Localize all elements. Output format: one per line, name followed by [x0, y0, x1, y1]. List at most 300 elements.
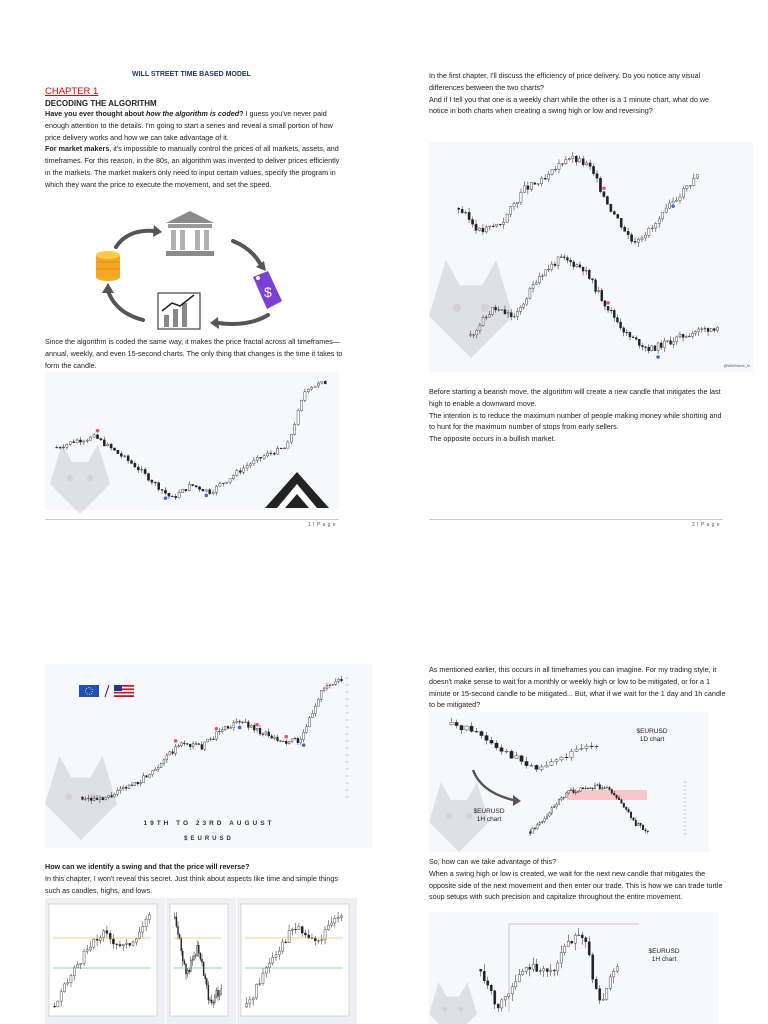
candle	[273, 452, 275, 456]
candle	[294, 737, 296, 740]
candle	[580, 787, 582, 792]
candle	[588, 269, 590, 280]
candle	[592, 953, 594, 983]
candle	[260, 457, 262, 462]
candle	[541, 176, 543, 187]
candle	[324, 380, 326, 384]
candle	[288, 741, 290, 745]
candle	[630, 233, 632, 244]
candle	[116, 787, 118, 796]
candle	[682, 187, 684, 200]
candle	[183, 740, 185, 746]
candle	[695, 330, 697, 336]
candle	[503, 218, 505, 229]
candle	[198, 743, 200, 745]
candle	[227, 725, 229, 729]
candle	[499, 224, 501, 227]
fractal-paragraph: Since the algorithm is coded the same way, it makes the price fractal across all timeframes—annual, weekly, and even 15-second charts. The only thing that changes is the time it takes to form the candle.	[45, 337, 343, 370]
candle	[606, 988, 608, 1001]
candle	[563, 796, 565, 800]
candle	[673, 337, 675, 348]
candle	[662, 212, 664, 221]
candle	[635, 335, 637, 340]
candle	[312, 710, 314, 718]
candle	[648, 344, 650, 353]
candle	[178, 744, 180, 748]
candle	[609, 786, 611, 791]
candle	[460, 725, 463, 734]
candle	[285, 740, 287, 746]
chart-label-1d	[617, 728, 687, 744]
candle	[485, 732, 488, 744]
stop-hunt-text: The intention is to reduce the maximum number of people making money while shorting and to hunt for the maximum number of stops from early sellers.	[429, 410, 722, 432]
candle	[529, 287, 531, 300]
candle	[505, 749, 508, 754]
candle	[495, 740, 498, 750]
candle	[582, 267, 584, 276]
efficiency-paragraph	[429, 70, 729, 117]
candle	[579, 155, 581, 162]
svg-text:$: $	[264, 284, 272, 300]
candle	[169, 751, 171, 755]
candle	[610, 204, 612, 213]
swing-marker	[671, 204, 675, 208]
candle	[247, 720, 249, 730]
candle	[192, 484, 194, 486]
candle	[641, 343, 643, 350]
eurusd-1h-setup-chart	[429, 912, 719, 1024]
candle	[560, 945, 562, 968]
candle	[205, 489, 207, 492]
candle	[268, 729, 270, 738]
swing-marker	[284, 735, 288, 739]
swing-marker	[238, 726, 242, 730]
candle	[256, 728, 258, 733]
candle	[501, 998, 503, 1011]
candle	[203, 961, 204, 976]
candle	[151, 770, 153, 777]
candle	[637, 822, 639, 826]
candle	[629, 331, 631, 340]
candle	[195, 485, 197, 488]
swing-marker	[164, 496, 168, 500]
candle	[83, 440, 85, 446]
candle	[470, 722, 473, 733]
candle	[595, 976, 597, 989]
footer-rule	[45, 519, 339, 520]
candle	[525, 966, 527, 974]
candle	[558, 159, 560, 173]
candle	[536, 959, 538, 972]
candle	[523, 181, 525, 192]
candle	[598, 287, 600, 293]
candle	[314, 703, 316, 717]
candle	[249, 462, 251, 468]
candle	[534, 182, 536, 185]
candle	[175, 494, 177, 500]
candle	[610, 307, 612, 314]
candle	[565, 156, 567, 165]
swing-question: How can we identify a swing and that the price will reverse?	[45, 862, 250, 871]
candle	[520, 755, 523, 765]
candle	[501, 310, 503, 311]
candle	[338, 678, 340, 684]
efficiency-question: In the first chapter, I'll discuss the efficiency of price delivery. Do you notice any visual differences between the two charts?	[429, 71, 701, 92]
candle	[648, 227, 650, 238]
candle	[307, 389, 309, 394]
candle	[175, 744, 177, 756]
candle	[270, 450, 272, 456]
candle	[551, 169, 553, 175]
candle	[595, 278, 597, 294]
candle	[163, 759, 165, 766]
candle	[537, 823, 539, 830]
candle	[314, 386, 316, 388]
candle	[219, 482, 221, 487]
candle	[127, 454, 129, 463]
candle	[630, 811, 632, 820]
wolf-watermark-icon	[429, 260, 513, 358]
candle	[599, 782, 601, 790]
candle	[571, 940, 573, 943]
candle	[215, 732, 217, 741]
candle	[540, 765, 543, 772]
candle	[676, 336, 678, 345]
candle	[195, 741, 197, 744]
candle	[645, 828, 647, 833]
candle	[682, 334, 684, 342]
watermark-handle: @WillStreet_fx	[723, 363, 750, 368]
candle	[599, 985, 601, 1004]
candle	[601, 288, 603, 302]
candle	[625, 806, 627, 812]
candle	[510, 749, 513, 758]
candle	[263, 454, 265, 460]
candle	[623, 803, 625, 808]
swing-marker	[302, 743, 306, 747]
candle	[259, 725, 261, 736]
candle	[624, 225, 626, 231]
candle	[271, 734, 273, 739]
candle	[90, 436, 92, 441]
candle	[230, 725, 232, 728]
candle	[657, 342, 659, 354]
page-number: 2 | P a g e	[692, 522, 721, 528]
swing-marker	[96, 429, 100, 433]
candle	[513, 313, 515, 318]
candle	[128, 784, 130, 789]
timeframes-paragraph: As mentioned earlier, this occurs in all timeframes you can imagine. For my trading style, it doesn't make sense to wait for a monthly or weekly high or low to be mitigated, or for a 1 minute or 15-second candle to be mitigated... But, what if we wait for the 1 day and 1h candle to be mitigated?	[429, 665, 726, 710]
document-title: WILL STREET TIME BASED MODEL	[132, 71, 251, 78]
swing-paragraph: In this chapter, I won't reveal this secret. Just think about aspects like time and simple things such as candles, highs, and lows.	[45, 874, 339, 895]
candle	[532, 281, 534, 293]
candle	[601, 785, 603, 790]
candle	[635, 818, 637, 827]
chapter-heading: CHAPTER 1	[45, 86, 99, 97]
candle	[500, 744, 503, 754]
candle	[186, 743, 188, 745]
candle	[130, 459, 132, 464]
candle	[326, 683, 328, 691]
candle	[280, 448, 282, 450]
candle	[504, 996, 506, 1007]
candle	[311, 386, 313, 391]
candle	[204, 742, 206, 751]
candle	[616, 964, 618, 973]
candle	[557, 256, 559, 269]
price-tag-icon	[253, 271, 282, 309]
chart-label-1h-timeframe: 1H chart	[476, 816, 502, 823]
chart-label-1d-timeframe: 1D chart	[639, 736, 665, 743]
candle	[546, 968, 548, 977]
candle	[73, 439, 75, 443]
candle	[198, 486, 200, 492]
candle	[553, 804, 555, 808]
candle	[634, 237, 636, 244]
candle	[578, 928, 580, 936]
candle	[494, 990, 496, 1009]
candle	[525, 757, 528, 769]
candle	[226, 482, 228, 484]
candle	[515, 752, 518, 759]
candle	[172, 749, 174, 755]
candle	[210, 737, 212, 741]
candle	[255, 984, 257, 1000]
chart-label-1h	[459, 808, 519, 824]
candle	[513, 202, 515, 210]
candle	[168, 493, 170, 499]
weekly-vs-minute-charts	[429, 142, 753, 372]
candle	[658, 216, 660, 228]
candle	[306, 724, 308, 734]
candle	[691, 331, 693, 339]
candle	[277, 446, 279, 455]
candle	[157, 765, 159, 772]
candle	[548, 265, 550, 272]
market-makers-text: , it's impossible to manually control the prices of all markets, assets, and timeframes. For this reason, in the 80s, an algorithm was invented to deliver prices efficiently in the markets. The market makers only need to input certain values, specify the program in which they want the price to execute the movement, and set the speed.	[45, 144, 340, 189]
candle	[166, 753, 168, 763]
candle	[616, 315, 618, 324]
candle	[317, 381, 319, 387]
candle	[548, 171, 550, 182]
candle	[232, 474, 234, 480]
candle	[329, 683, 331, 688]
candle	[297, 408, 299, 425]
candle	[171, 495, 173, 497]
candle	[572, 152, 574, 163]
candle	[458, 207, 460, 214]
geometric-logo-icon	[265, 472, 329, 508]
candle	[491, 307, 493, 316]
candle	[666, 341, 668, 343]
candle	[266, 450, 268, 457]
chart-label-last-symbol: $EURUSD	[648, 948, 680, 955]
candle	[549, 812, 551, 817]
candle	[637, 237, 639, 247]
bank-icon	[166, 211, 214, 256]
candle	[644, 232, 646, 241]
candle	[120, 451, 122, 458]
candle	[300, 737, 302, 745]
candle	[660, 340, 662, 350]
candle	[148, 774, 150, 778]
candle	[277, 735, 279, 743]
candle	[218, 728, 220, 735]
candle	[279, 740, 281, 741]
candle	[575, 155, 577, 166]
candle	[669, 200, 671, 209]
candle	[154, 767, 156, 771]
candle	[283, 447, 285, 449]
candle	[530, 182, 532, 192]
chart-label-last-timeframe: 1H chart	[651, 956, 677, 963]
candle	[158, 481, 160, 491]
candle	[685, 335, 687, 337]
candle	[626, 329, 628, 336]
swing-marker	[606, 301, 610, 305]
candle	[633, 818, 635, 821]
symbol-banner: $EURUSD	[184, 836, 234, 842]
candle	[576, 263, 578, 267]
candle	[103, 437, 105, 447]
candle	[487, 977, 489, 989]
candle	[550, 759, 553, 766]
candle	[602, 993, 604, 1001]
candle	[613, 210, 615, 214]
intro-rest: I guess you've never paid enough attention to the details. I'm going to start a series and reveal a small portion of how price delivery works and how we can take advantage of it.	[45, 109, 333, 142]
swing-marker	[255, 723, 259, 727]
candle	[638, 339, 640, 349]
candle	[565, 753, 568, 760]
candle	[553, 969, 555, 976]
candle	[213, 736, 215, 739]
candle	[520, 189, 522, 205]
candle	[585, 786, 587, 790]
candle	[335, 678, 337, 685]
bearish-text: Before starting a bearish move, the algorithm will create a new candle that mitigates the last high to enable a downward move.	[429, 387, 721, 408]
candle	[537, 183, 539, 186]
candle	[570, 787, 572, 790]
candle	[534, 827, 536, 831]
candle	[224, 726, 226, 731]
candle	[580, 744, 583, 751]
candle	[144, 467, 146, 475]
chart-label-1h-symbol: $EURUSD	[473, 808, 505, 815]
bullish-note: The opposite occurs in a bullish market.	[429, 434, 556, 444]
setup-chart-2	[166, 898, 236, 1024]
candle	[672, 197, 674, 203]
swing-marker	[656, 355, 660, 359]
candle	[566, 256, 568, 264]
candle	[570, 749, 573, 761]
candle	[185, 489, 187, 492]
candle	[511, 983, 513, 1001]
candle	[236, 718, 238, 724]
candle	[606, 785, 608, 788]
candle	[489, 226, 491, 231]
candle	[558, 798, 560, 805]
candle	[535, 280, 537, 285]
candle	[297, 737, 299, 745]
candle	[530, 763, 533, 766]
candle	[137, 781, 139, 785]
candle	[588, 936, 590, 956]
candle	[544, 174, 546, 180]
candle	[253, 723, 255, 733]
candle	[323, 687, 325, 693]
candle	[66, 443, 68, 450]
candle	[603, 191, 605, 198]
setup-chart-1	[45, 898, 165, 1024]
candle	[96, 434, 98, 439]
candle	[300, 400, 302, 412]
candle	[665, 204, 667, 214]
market-makers-lead: For market makers	[45, 144, 110, 154]
candle	[515, 975, 517, 990]
candle	[189, 744, 191, 750]
candle	[573, 260, 575, 269]
candle	[475, 220, 477, 234]
candle	[604, 786, 606, 789]
timeframe-question: And if I tell you that one is a weekly chart while the other is a 1 minute chart, what do we notice in both charts when creating a swing high or low and reversing?	[429, 94, 710, 116]
candle	[663, 338, 665, 352]
candle	[623, 326, 625, 336]
candle	[544, 816, 546, 823]
candle	[564, 944, 566, 956]
candle	[239, 720, 241, 725]
candle	[207, 739, 209, 743]
candle	[693, 174, 695, 186]
candle	[485, 225, 487, 233]
candle	[490, 737, 493, 745]
swing-marker	[205, 494, 209, 498]
candle	[679, 193, 681, 203]
candle	[122, 785, 124, 790]
candle	[613, 309, 615, 322]
candle	[164, 487, 166, 495]
candle	[245, 719, 247, 723]
candle	[309, 716, 311, 727]
setup-chart-3	[237, 898, 357, 1024]
candle	[570, 258, 572, 266]
candle	[655, 222, 657, 232]
candle	[119, 786, 121, 794]
candle	[604, 300, 606, 310]
candle	[93, 433, 95, 438]
candle	[597, 783, 599, 786]
candle	[707, 327, 709, 336]
candle	[563, 254, 565, 260]
candle	[539, 821, 541, 826]
candle	[556, 802, 558, 808]
swing-marker	[602, 186, 606, 190]
page-1	[0, 0, 384, 528]
candle	[716, 326, 718, 333]
candle	[541, 274, 543, 280]
candle	[492, 224, 494, 228]
growth-chart-icon	[158, 293, 200, 329]
candle	[589, 160, 591, 170]
candle	[76, 438, 78, 443]
candle	[565, 792, 567, 798]
candle	[532, 958, 534, 972]
candle	[535, 764, 538, 772]
candle	[140, 780, 142, 786]
candle	[640, 823, 642, 828]
section-heading: DECODING THE ALGORITHM	[45, 99, 157, 108]
candle	[654, 345, 656, 351]
wolf-watermark-icon	[429, 982, 477, 1024]
